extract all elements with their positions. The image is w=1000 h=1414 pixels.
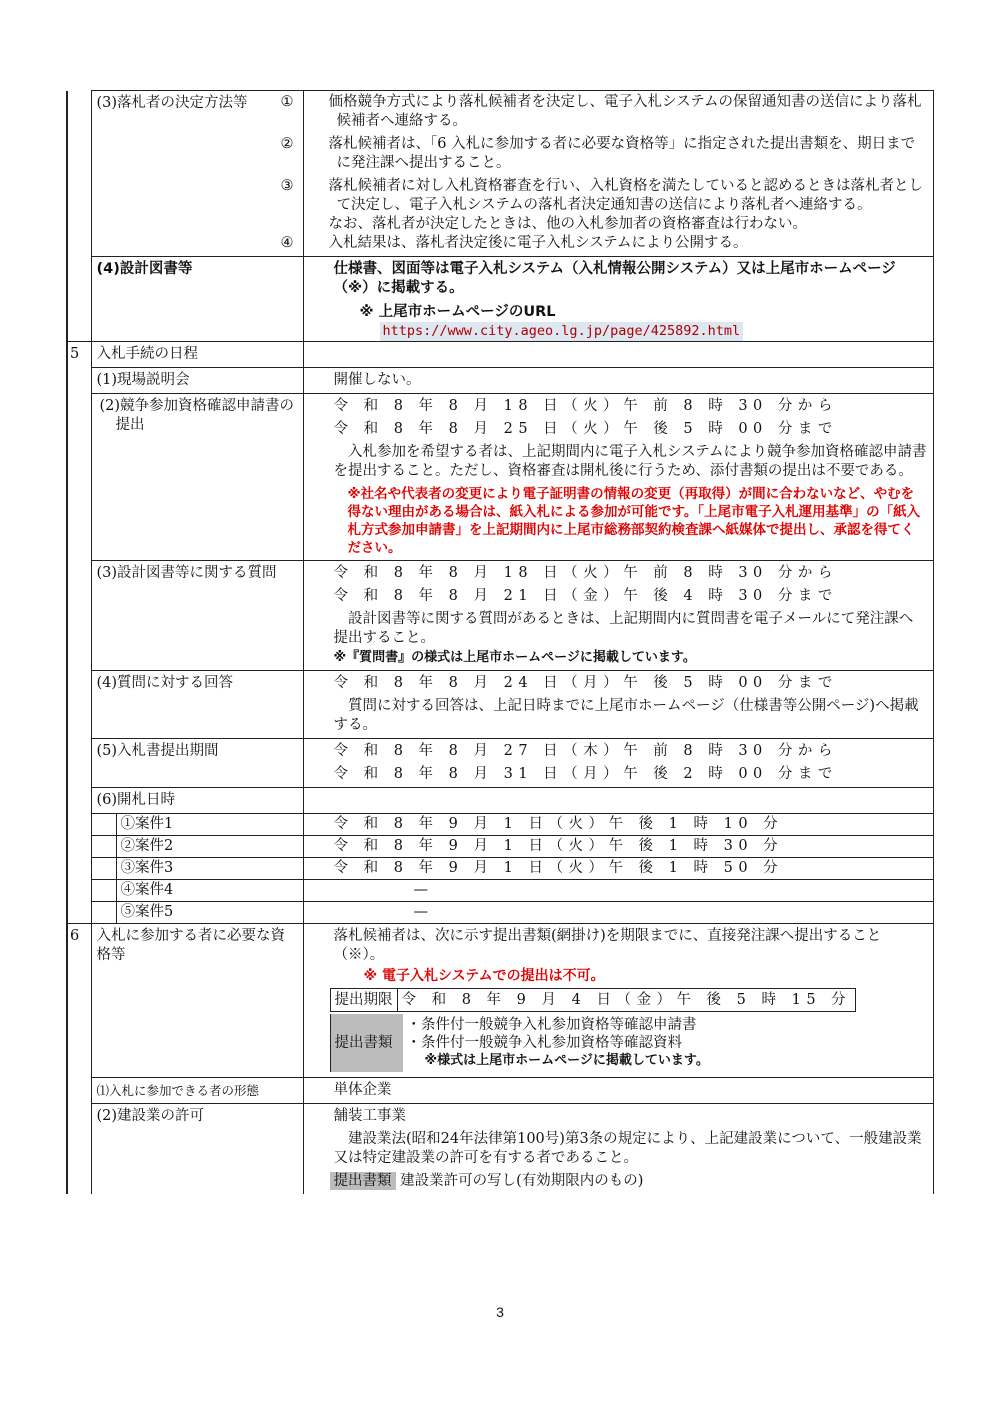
row-application-submission bbox=[67, 394, 933, 561]
license-type: 舗装工事業 bbox=[333, 1108, 406, 1124]
decision-method-content bbox=[280, 91, 933, 257]
deadline-value: 令 和 8 年 9 月 4 日（金）午 後 5 時 15 分 bbox=[397, 989, 856, 1012]
row-opening-datetime bbox=[67, 788, 933, 814]
document-page bbox=[66, 90, 932, 1194]
section5-title: 入札手続の日程 bbox=[91, 342, 303, 368]
participant-form-value: 単体企業 bbox=[303, 1078, 933, 1104]
construction-license-content bbox=[303, 1104, 933, 1195]
doc-value: 建設業許可の写し(有効期限内のもの) bbox=[400, 1173, 644, 1189]
no-electronic-submission-note: ※ 電子入札システムでの提出は不可。 bbox=[363, 968, 605, 984]
homepage-url-link[interactable]: https://www.city.ageo.lg.jp/page/425892.html bbox=[380, 322, 744, 341]
section6-title: 入札に参加する者に必要な資格等 bbox=[91, 924, 303, 1078]
case-datetime: — bbox=[303, 880, 933, 902]
label-bid-period: (5)入札書提出期間 bbox=[91, 739, 303, 788]
row-case bbox=[67, 836, 933, 858]
period-to: 令 和 8 年 8 月 31 日（月）午 後 2 時 00 分まで bbox=[333, 766, 838, 782]
period-from: 令 和 8 年 8 月 18 日（火）午 前 8 時 30 分から bbox=[333, 398, 838, 414]
page-number: 3 bbox=[496, 1304, 504, 1320]
label-answers: (4)質問に対する回答 bbox=[91, 671, 303, 739]
case-label: ④案件4 bbox=[116, 880, 303, 901]
case-datetime: — bbox=[303, 902, 933, 924]
docs-label: 提出書類 bbox=[330, 1014, 403, 1072]
doc-item: ・条件付一般競争入札参加資格等確認申請書 bbox=[406, 1017, 697, 1033]
label-application-submission: (2)競争参加資格確認申請書の提出 bbox=[91, 394, 303, 561]
site-briefing-value: 開催しない。 bbox=[303, 368, 933, 394]
decision-item: なお、落札者が決定したときは、他の入札参加者の資格審査は行わない。 bbox=[328, 216, 807, 232]
case-datetime: 令 和 8 年 9 月 1 日（火）午 後 1 時 50 分 bbox=[303, 858, 933, 880]
answers-text: 質問に対する回答は、上記日時までに上尾市ホームページ（仕様書等公開ページ)へ掲載する。 bbox=[333, 698, 919, 733]
period-from: 令 和 8 年 8 月 27 日（木）午 前 8 時 30 分から bbox=[333, 743, 838, 759]
license-text: 建設業法(昭和24年法律第100号)第3条の規定により、上記建設業について、一般建設業又は特定建設業の許可を有する者であること。 bbox=[333, 1131, 922, 1166]
row-questions bbox=[67, 561, 933, 671]
row-section6-heading bbox=[67, 924, 933, 1078]
section6-content bbox=[303, 924, 933, 1078]
doc-label: 提出書類 bbox=[330, 1172, 396, 1190]
section-number: 6 bbox=[67, 924, 91, 1078]
case-datetime: 令 和 8 年 9 月 1 日（火）午 後 1 時 30 分 bbox=[303, 836, 933, 858]
label-design-docs: (4)設計図書等 bbox=[91, 257, 303, 342]
row-design-docs bbox=[67, 257, 933, 342]
row-construction-license bbox=[67, 1104, 933, 1195]
design-docs-content bbox=[303, 257, 933, 342]
paper-bid-note: ※社名や代表者の変更により電子証明書の情報の変更（再取得）が間に合わないなど、やむを得ない理由がある場合は、紙入札による参加が可能です。「上尾市電子入札運用基準」の「紙入札方式参加申請書」を上記期間内に上尾市総務部契約検査課へ紙媒体で提出し、承認を得てください。 bbox=[347, 486, 921, 556]
application-text: 入札参加を希望する者は、上記期間内に電子入札システムにより競争参加資格確認申請書を提出すること。ただし、資格審査は開札後に行うため、添付書類の提出は不要である。 bbox=[333, 444, 927, 479]
row-case bbox=[67, 880, 933, 902]
row-case bbox=[67, 858, 933, 880]
decision-item: ③ 落札候補者に対し入札資格審査を行い、入札資格を満たしていると認めるときは落札者として決定し、電子入札システムの落札者決定通知書の送信により落札者へ連絡する。 bbox=[280, 178, 923, 213]
label-site-briefing: (1)現場説明会 bbox=[91, 368, 303, 394]
deadline-table bbox=[330, 988, 857, 1012]
row-case bbox=[67, 902, 933, 924]
label-decision-method: (3)落札者の決定方法等 bbox=[91, 91, 303, 257]
row-bid-period bbox=[67, 739, 933, 788]
section-number: 5 bbox=[67, 342, 91, 368]
label-participant-form: ⑴入札に参加できる者の形態 bbox=[91, 1078, 303, 1104]
label-opening-datetime: (6)開札日時 bbox=[91, 788, 303, 814]
url-label: ※ 上尾市ホームページのURL bbox=[359, 304, 556, 320]
questions-form-note: ※『質問書』の様式は上尾市ホームページに掲載しています。 bbox=[333, 650, 696, 665]
questions-text: 設計図書等に関する質問があるときは、上記期間内に質問書を電子メールにて発注課へ提出すること。 bbox=[333, 611, 914, 646]
label-construction-license: (2)建設業の許可 bbox=[91, 1104, 303, 1195]
deadline-label: 提出期限 bbox=[330, 989, 397, 1012]
row-answers bbox=[67, 671, 933, 739]
answers-content bbox=[303, 671, 933, 739]
bid-period-content bbox=[303, 739, 933, 788]
docs-table bbox=[330, 1014, 713, 1072]
label-questions: (3)設計図書等に関する質問 bbox=[91, 561, 303, 671]
row-participant-form bbox=[67, 1078, 933, 1104]
period-to: 令 和 8 年 8 月 21 日（金）午 後 4 時 30 分まで bbox=[333, 588, 838, 604]
row-decision-method bbox=[67, 91, 933, 257]
decision-item: ① 価格競争方式により落札候補者を決定し、電子入札システムの保留通知書の送信により落札候補者へ連絡する。 bbox=[280, 94, 922, 129]
answer-deadline: 令 和 8 年 8 月 24 日（月）午 後 5 時 00 分まで bbox=[333, 675, 838, 691]
section6-text: 落札候補者は、次に示す提出書類(網掛け)を期限までに、直接発注課へ提出すること（※）。 bbox=[333, 928, 882, 963]
period-from: 令 和 8 年 8 月 18 日（火）午 前 8 時 30 分から bbox=[333, 565, 838, 581]
application-submission-content bbox=[303, 394, 933, 561]
period-to: 令 和 8 年 8 月 25 日（火）午 後 5 時 00 分まで bbox=[333, 421, 838, 437]
row-case bbox=[67, 814, 933, 836]
case-label: ①案件1 bbox=[116, 814, 303, 835]
row-section5-heading bbox=[67, 342, 933, 368]
case-label: ③案件3 bbox=[116, 858, 303, 879]
decision-item: ② 落札候補者は、「6 入札に参加する者に必要な資格等」に指定された提出書類を、期日までに発注課へ提出すること。 bbox=[280, 136, 916, 171]
bid-conditions-table bbox=[66, 90, 934, 1194]
case-datetime: 令 和 8 年 9 月 1 日（火）午 後 1 時 10 分 bbox=[303, 814, 933, 836]
decision-item: ④ 入札結果は、落札者決定後に電子入札システムにより公開する。 bbox=[280, 235, 748, 251]
questions-content bbox=[303, 561, 933, 671]
row-site-briefing bbox=[67, 368, 933, 394]
doc-item: ・条件付一般競争入札参加資格等確認資料 bbox=[406, 1035, 682, 1051]
case-label: ②案件2 bbox=[116, 836, 303, 857]
docs-note: ※様式は上尾市ホームページに掲載しています。 bbox=[424, 1053, 709, 1068]
case-label: ⑤案件5 bbox=[116, 902, 303, 923]
design-docs-text: 仕様書、図面等は電子入札システム（入札情報公開システム）又は上尾市ホームページ（※）に掲載する。 bbox=[333, 261, 896, 296]
